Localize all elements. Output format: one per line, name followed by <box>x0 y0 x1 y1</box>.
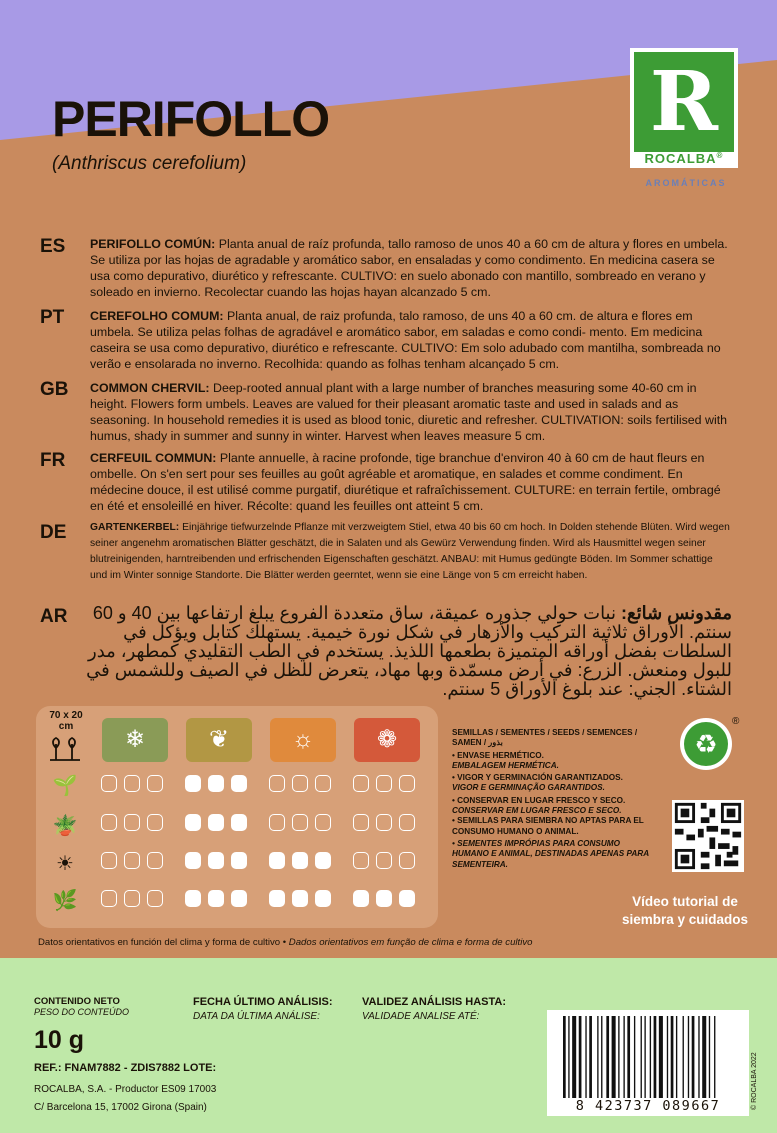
description-head: COMMON CHERVIL: <box>90 381 210 395</box>
description-gb <box>90 380 730 444</box>
lang-code-es: ES <box>40 236 66 257</box>
validity-label: VALIDEZ ANÁLISIS HASTA: <box>362 996 507 1008</box>
calendar-cell <box>292 890 308 907</box>
notes-heading: SEMILLAS / SEMENTES / SEEDS / SEMENCES / SAMEN / بذور <box>452 728 638 748</box>
description-text: Einjährige tiefwurzelnde Pflanze mit verzweigtem Stiel, etwa 40 bis 60 cm hoch. In Dolden stehende Blüten. Wird wegen seiner angenehm aromatischen Blätter geschätzt, die in Salaten und als Gewürz Verwendung finden. Wird als Hausmittel wegen seiner blutreinigenden, harntreibenden und erfrischenden Eigenschaften geschätzt. ANBAU: mit Humus gedüngte Böden. Im Sommer schattige und im Winter sonnige Standorte. Die Blätter werden geerntet, wenn sie eine Länge von 5 cm erreicht haben. <box>90 522 730 581</box>
calendar-cell <box>147 814 163 831</box>
barcode-bar <box>568 1016 569 1098</box>
note-item <box>452 773 652 794</box>
barcode-bar <box>589 1016 592 1098</box>
note-item <box>452 796 652 817</box>
description-de <box>90 520 730 584</box>
calendar-cell <box>399 890 415 907</box>
calendar-cell <box>208 775 224 792</box>
barcode-bar <box>612 1016 616 1098</box>
calendar-cell <box>376 814 392 831</box>
description-text: Deep-rooted annual plant with a large number of branches measuring some 40-60 cm in height. Flowers form umbels. Leaves are valued for their pleasant aromatic taste and used in salads and as seasoning. In household remedies it is used as blood tonic, diuretic and refresher. CULTIVATION: soils fertilised with humus, shady in summer and sunny in winter. Harvest when leaves measure 5 cm. <box>90 381 728 443</box>
calendar-cell <box>353 775 369 792</box>
description-head: CEREFOLHO COMUM: <box>90 309 224 323</box>
barcode-bar <box>667 1016 668 1098</box>
description-text: Planta anual de raíz profunda, tallo ramoso de unos 40 a 60 cm de altura y flores en umbela. Se utiliza por las hojas de agradable y aromático sabor, en ensaladas y como condimento. En medicina casera se usa como depurativo, diurético y refrescante. CULTIVO: en suelo abonado con mantillo, sombreado en verano y soleado en invierno. Recolectar cuando las hojas hayan alcanzado 5 cm. <box>90 237 728 299</box>
description-head: CERFEUIL COMMUN: <box>90 451 217 465</box>
description-fr <box>90 450 730 514</box>
description-text: Planta anual, de raiz profunda, talo ramoso, de uns 40 a 60 cm. de altura e flores em umbela. Se utiliza pelas folhas de agradável e aromático sabor, em saladas e como condi- mento. Em medicina caseira se usa como depurativo, diurético e refrescante. CULTIVO: Em solo adubado com mantilha, sombreada no verão e ensolarada no inverno. Recolhida: quando as folhas tenham alcançado 5 cm. <box>90 309 721 371</box>
net-content-label-pt: PESO DO CONTEÚDO <box>34 1007 130 1017</box>
barcode-number: 8 423737 089667 <box>575 1098 721 1114</box>
product-name: PERIFOLLO <box>52 91 330 147</box>
barcode-bar <box>644 1016 645 1098</box>
barcode-bar <box>641 1016 642 1098</box>
lang-code-ar: AR <box>40 606 68 627</box>
barcode-bar <box>671 1016 674 1098</box>
note-item <box>452 816 652 837</box>
season-winter-icon: ❄ <box>102 718 168 762</box>
barcode-bar <box>597 1016 598 1098</box>
calendar-cell <box>231 852 247 869</box>
logo-letter: R <box>649 54 719 150</box>
barcode-bar <box>688 1016 689 1098</box>
barcode-bar <box>563 1016 566 1098</box>
calendar-cell <box>231 775 247 792</box>
barcode-bars <box>561 1016 737 1098</box>
calendar-cell <box>124 890 140 907</box>
orientation-es: Datos orientativos en función del clima y forma de cultivo • <box>38 937 287 948</box>
sun-watering-icon: ☀ <box>56 853 74 875</box>
copyright-code: © ROCALBA 2022 <box>751 1052 758 1110</box>
calendar-cell <box>376 852 392 869</box>
note-alt: CONSERVAR EM LUGAR FRESCO E SECO. <box>452 806 622 816</box>
calendar-cell <box>147 890 163 907</box>
registered-mark-recycle: ® <box>732 716 740 727</box>
calendar-cell <box>292 814 308 831</box>
lang-code-gb: GB <box>40 379 69 400</box>
barcode-bar <box>572 1016 576 1098</box>
spacing-icon <box>50 734 82 762</box>
calendar-cell <box>147 775 163 792</box>
producer: ROCALBA, S.A. - Productor ES09 17003 <box>34 1084 217 1095</box>
net-content-label: CONTENIDO NETO <box>34 996 120 1007</box>
calendar-cell <box>208 852 224 869</box>
lang-code-fr: FR <box>40 450 66 471</box>
calendar-cell <box>376 890 392 907</box>
barcode-bar <box>601 1016 602 1098</box>
green-dot-recycle-icon: ♻ <box>680 718 732 770</box>
barcode-bar <box>659 1016 663 1098</box>
reference-lot <box>34 1062 216 1074</box>
calendar-cell <box>269 775 285 792</box>
note-main: • SEMENTES IMPRÓPIAS PARA CONSUMO HUMANO E ANIMAL, DESTINADAS APENAS PARA SEMENTEIRA. <box>452 838 649 869</box>
calendar-cell <box>124 852 140 869</box>
barcode-bar <box>650 1016 651 1098</box>
calendar-cell <box>353 890 369 907</box>
calendar-cell <box>231 890 247 907</box>
video-tutorial-link[interactable] <box>610 893 760 929</box>
calendar-cell <box>399 814 415 831</box>
barcode-bar <box>676 1016 677 1098</box>
video-line1: Vídeo tutorial de <box>632 894 738 909</box>
description-es <box>90 236 730 300</box>
barcode-bar <box>606 1016 609 1098</box>
calendar-cell <box>231 814 247 831</box>
calendar-cell <box>269 890 285 907</box>
calendar-cell <box>376 775 392 792</box>
lang-code-pt: PT <box>40 307 65 328</box>
barcode-bar <box>683 1016 684 1098</box>
validity-label-pt: VALIDADE ANALISE ATÉ: <box>362 1011 480 1022</box>
calendar-cell <box>315 775 331 792</box>
calendar-cell <box>315 852 331 869</box>
calendar-cell <box>208 814 224 831</box>
calendar-cell <box>185 814 201 831</box>
orientation-note <box>38 937 533 948</box>
calendar-cell <box>269 814 285 831</box>
barcode-bar <box>585 1016 586 1098</box>
barcode-bar <box>702 1016 706 1098</box>
barcode-bar <box>698 1016 699 1098</box>
note-main: • ENVASE HERMÉTICO. <box>452 750 544 760</box>
note-alt: EMBALAGEM HERMÉTICA. <box>452 760 559 770</box>
brand-subtitle: AROMÁTICAS <box>645 178 727 188</box>
calendar-cell <box>147 852 163 869</box>
calendar-cell <box>353 814 369 831</box>
barcode-bar <box>654 1016 657 1098</box>
calendar-cell <box>185 775 201 792</box>
note-main: • SEMILLAS PARA SIEMBRA NO APTAS PARA EL CONSUMO HUMANO O ANIMAL. <box>452 816 644 836</box>
description-head: PERIFOLLO COMÚN: <box>90 237 216 251</box>
brand-name: ROCALBA <box>644 151 717 166</box>
calendar-cell <box>101 775 117 792</box>
calendar-cell <box>185 852 201 869</box>
address: C/ Barcelona 15, 17002 Girona (Spain) <box>34 1102 207 1113</box>
note-alt: VIGOR E GERMINAÇÃO GARANTIDOS. <box>452 783 605 793</box>
barcode-bar <box>634 1016 635 1098</box>
description-text: Plante annuelle, à racine profonde, tige branchue d'environ 40 à 60 cm de haut fleurs en ombelle. On s'en sert pour ses feuilles au goût agréable et aromatique, en salades et comme condiment. En médecine douce, il est utilisé comme purgatif, diurétique et rafraîchissement. CULTURE: en terrain fertile, ombragé en été et ensoleillé en hiver. Récolte: quand les feuilles ont atteint 5 cm. <box>90 451 721 513</box>
calendar-cell <box>101 852 117 869</box>
note-main: • VIGOR Y GERMINACIÓN GARANTIZADOS. <box>452 773 623 783</box>
calendar-cell <box>292 775 308 792</box>
calendar-cell <box>101 890 117 907</box>
qr-code-icon[interactable] <box>672 800 744 872</box>
calendar-cell <box>101 814 117 831</box>
season-summer-icon: ☼ <box>270 718 336 762</box>
description-text: نبات حولي جذوره عميقة، ساق متعددة الفروع يبلغ ارتفاعها بين 40 و 60 سنتم. الأوراق ثلاثية التركيب والأزهار في شكل نورة خيمية. يستهلك كتابل ويؤكل في السلطات بفضل أوراقه المتميزة بطعمها اللذيذ. يستخدم في الطب التقليدي كمطهر، مدر للبول ومنعش. الزرع: في أرض مسمّدة وبها مهاد، يتعرض للظل في الصيف وللشمس في الشتاء. الجني: عند بلوغ الأوراق 5 سنتم. <box>86 603 732 699</box>
calendar-cell <box>315 814 331 831</box>
analysis-date-label-pt: DATA DA ÚLTIMA ANÁLISE: <box>193 1011 320 1022</box>
calendar-cell <box>399 852 415 869</box>
calendar-cell <box>269 852 285 869</box>
barcode-bar <box>618 1016 619 1098</box>
video-line2: siembra y cuidados <box>621 912 749 927</box>
description-head: مقدونس شائع: <box>621 603 732 623</box>
plant-spacing: 70 x 20 cm <box>49 710 83 732</box>
net-weight: 10 g <box>34 1026 85 1054</box>
calendar-cell <box>353 852 369 869</box>
analysis-date-label: FECHA ÚLTIMO ANÁLISIS: <box>193 996 333 1008</box>
barcode-bar <box>692 1016 695 1098</box>
sowing-tray-icon: 🌱 <box>52 775 78 797</box>
calendar-cell <box>315 890 331 907</box>
season-autumn-icon: ❁ <box>354 718 420 762</box>
calendar-cell <box>292 852 308 869</box>
barcode-bar <box>623 1016 624 1098</box>
description-ar <box>80 604 732 699</box>
barcode <box>547 1010 749 1116</box>
note-item <box>452 839 652 870</box>
barcode-bar <box>627 1016 630 1098</box>
seed-notes <box>452 728 652 870</box>
reference: REF.: FNAM7882 - ZDIS7882 <box>34 1062 181 1074</box>
calendar-cell <box>208 890 224 907</box>
season-spring-icon: ❦ <box>186 718 252 762</box>
calendar-cell <box>399 775 415 792</box>
harvest-hand-icon: 🌿 <box>52 890 78 912</box>
barcode-bar <box>714 1016 715 1098</box>
rocalba-logo <box>630 48 738 168</box>
note-main: • CONSERVAR EN LUGAR FRESCO Y SECO. <box>452 795 626 805</box>
calendar-cell <box>124 775 140 792</box>
orientation-pt: Dados orientativos em função de clima e forma de cultivo <box>286 937 533 948</box>
barcode-bar <box>709 1016 710 1098</box>
barcode-bar <box>579 1016 582 1098</box>
transplant-icon: 🪴 <box>52 815 78 837</box>
calendar-cell <box>185 890 201 907</box>
lang-code-de: DE <box>40 522 67 543</box>
note-item <box>452 751 652 772</box>
latin-name: (Anthriscus cerefolium) <box>52 153 247 174</box>
lot-label: LOTE: <box>180 1062 217 1074</box>
description-pt <box>90 308 730 372</box>
description-head: GARTENKERBEL: <box>90 522 180 533</box>
registered-mark: ® <box>716 151 724 160</box>
calendar-cell <box>124 814 140 831</box>
